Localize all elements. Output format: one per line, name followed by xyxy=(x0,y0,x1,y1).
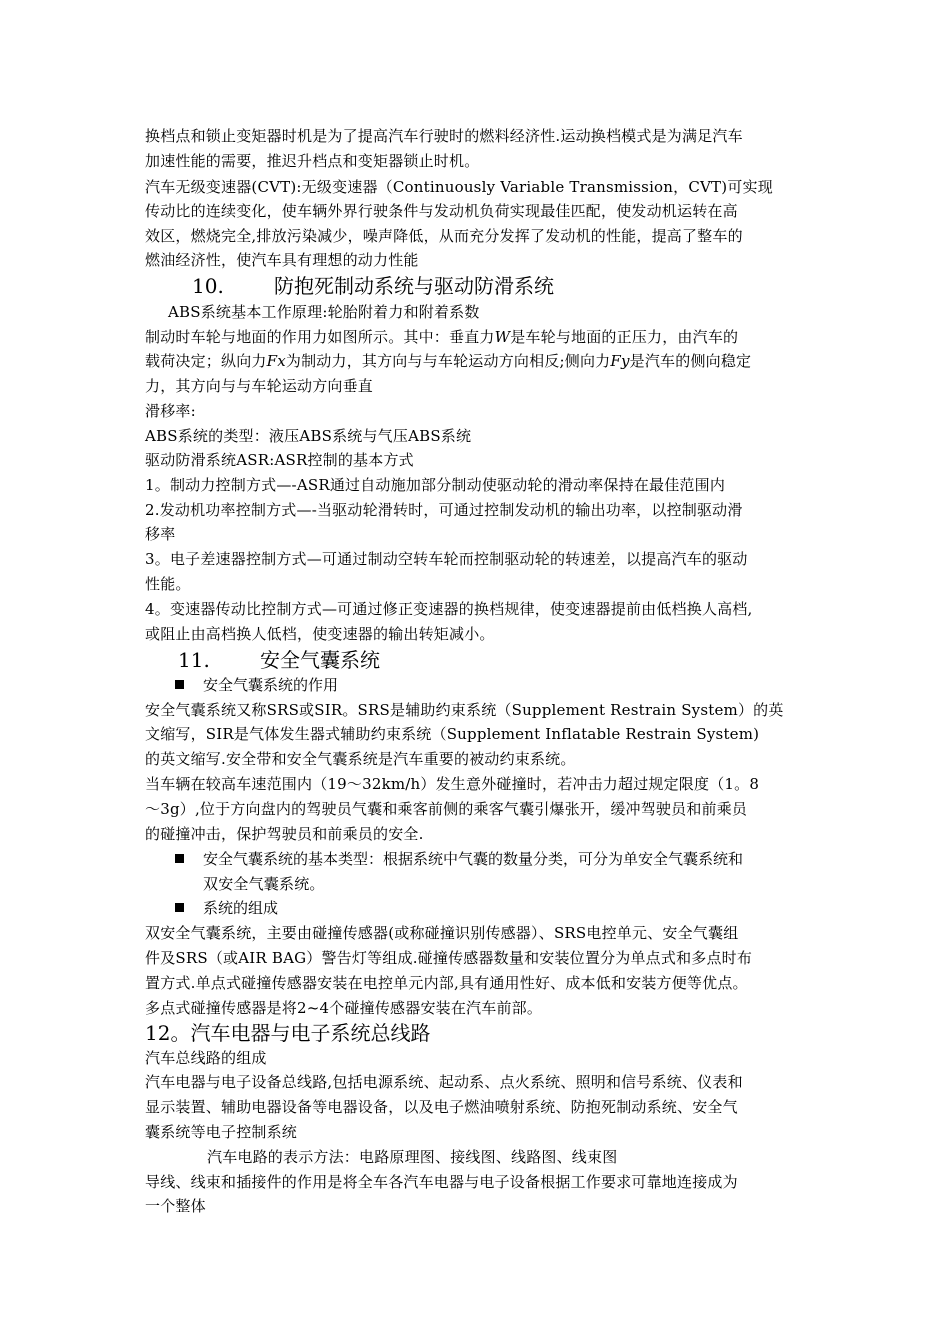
paragraph-line: 3。电子差速器控制方式—可通过制动空转车轮而控制驱动轮的转速差，以提高汽车的驱动 xyxy=(145,550,748,568)
paragraph-line: 当车辆在较高车速范围内（19～32km/h）发生意外碰撞时，若冲击力超过规定限度（1。8 xyxy=(145,775,760,793)
paragraph-line: 安全气囊系统又称SRS或SIR。SRS是辅助约束系统（Supplement Restrain System）的英 xyxy=(145,701,784,719)
paragraph-line: 导线、线束和插接件的作用是将全车各汽车电器与电子设备根据工作要求可靠地连接成为 xyxy=(145,1173,738,1191)
paragraph-line: 的英文缩写.安全带和安全气囊系统是汽车重要的被动约束系统。 xyxy=(145,750,576,768)
paragraph-line: 件及SRS（或AIR BAG）警告灯等组成.碰撞传感器数量和安装位置分为单点式和多点时布 xyxy=(145,949,753,967)
bullet-text: 系统的组成 xyxy=(203,899,279,917)
paragraph-line: 汽车电器与电子设备总线路,包括电源系统、起动系、点火系统、照明和信号系统、仪表和 xyxy=(145,1073,743,1091)
paragraph-line xyxy=(145,327,738,347)
paragraph-line: 汽车无级变速器(CVT):无级变速器（Continuously Variable Transmission，CVT)可实现 xyxy=(145,178,773,196)
paragraph-line: 双安全气囊系统，主要由碰撞传感器(或称碰撞识别传感器）、SRS电控单元、安全气囊组 xyxy=(145,924,739,942)
heading-title: 防抱死制动系统与驱动防滑系统 xyxy=(274,274,554,298)
paragraph-line: 囊系统等电子控制系统 xyxy=(145,1123,298,1141)
bullet-continuation: 双安全气囊系统。 xyxy=(203,875,325,893)
text-run: 制动时车轮与地面的作用力如图所示。其中：垂直力 xyxy=(145,328,495,346)
bullet-text: 安全气囊系统的基本类型：根据系统中气囊的数量分类，可分为单安全气囊系统和 xyxy=(203,850,744,868)
paragraph-line: 移率 xyxy=(145,525,176,543)
paragraph-line: 性能。 xyxy=(145,575,191,593)
bullet-item xyxy=(175,849,743,869)
square-bullet-icon xyxy=(175,854,184,863)
paragraph-line xyxy=(145,351,751,371)
paragraph-line: 力，其方向与与车轮运动方向垂直 xyxy=(145,377,374,395)
square-bullet-icon xyxy=(175,903,184,912)
bullet-item xyxy=(175,675,338,695)
paragraph-line: 汽车电路的表示方法：电路原理图、接线图、线路图、线束图 xyxy=(207,1148,618,1166)
paragraph-line: 燃油经济性，使汽车具有理想的动力性能 xyxy=(145,251,419,269)
paragraph-line: ABS系统的类型：液压ABS系统与气压ABS系统 xyxy=(145,427,472,445)
paragraph-line: 效区，燃烧完全,排放污染减少，噪声降低，从而充分发挥了发动机的性能，提高了整车的 xyxy=(145,227,743,245)
heading-number: 10. xyxy=(192,274,224,298)
paragraph-line: ～3g）,位于方向盘内的驾驶员气囊和乘客前侧的乘客气囊引爆张开，缓冲驾驶员和前乘员 xyxy=(145,800,748,818)
paragraph-line: ABS系统基本工作原理:轮胎附着力和附着系数 xyxy=(168,303,480,321)
text-run: 为制动力，其方向与与车轮运动方向相反;侧向力 xyxy=(285,352,611,370)
paragraph-line: 显示装置、辅助电器设备等电器设备，以及电子燃油喷射系统、防抱死制动系统、安全气 xyxy=(145,1098,738,1116)
paragraph-line: 加速性能的需要，推迟升档点和变矩器锁止时机。 xyxy=(145,152,480,170)
paragraph-line: 一个整体 xyxy=(145,1197,206,1215)
section-heading-11 xyxy=(178,647,380,673)
text-run: 载荷决定；纵向力 xyxy=(145,352,267,370)
paragraph-line: 或阻止由高档换人低档，使变速器的输出转矩减小。 xyxy=(145,625,495,643)
heading-number: 11. xyxy=(178,648,210,672)
math-symbol: W xyxy=(494,328,511,346)
paragraph-line: 1。制动力控制方式—-ASR通过自动施加部分制动使驱动轮的滑动率保持在最佳范围内 xyxy=(145,476,726,494)
square-bullet-icon xyxy=(175,680,184,689)
section-heading-10 xyxy=(192,273,554,299)
math-symbol: Fx xyxy=(266,352,286,370)
paragraph-line: 滑移率: xyxy=(145,402,196,420)
paragraph-line: 置方式.单点式碰撞传感器安装在电控单元内部,具有通用性好、成本低和安装方便等优点。 xyxy=(145,974,748,992)
heading-title: 安全气囊系统 xyxy=(260,648,380,672)
paragraph-line: 的碰撞冲击，保护驾驶员和前乘员的安全. xyxy=(145,825,424,843)
paragraph-line: 多点式碰撞传感器是将2~4个碰撞传感器安装在汽车前部。 xyxy=(145,999,543,1017)
section-heading-12: 12。汽车电器与电子系统总线路 xyxy=(145,1021,431,1045)
paragraph-line: 驱动防滑系统ASR:ASR控制的基本方式 xyxy=(145,451,414,469)
bullet-item xyxy=(175,898,278,918)
text-run: 是车轮与地面的正压力，由汽车的 xyxy=(510,328,739,346)
paragraph-line: 传动比的连续变化，使车辆外界行驶条件与发动机负荷实现最佳匹配，使发动机运转在高 xyxy=(145,202,738,220)
paragraph-line: 文缩写，SIR是气体发生器式辅助约束系统（Supplement Inflatable Restrain System) xyxy=(145,725,760,743)
paragraph-line: 换档点和锁止变矩器时机是为了提高汽车行驶时的燃料经济性.运动换档模式是为满足汽车 xyxy=(145,127,743,145)
paragraph-line: 2.发动机功率控制方式—-当驱动轮滑转时，可通过控制发动机的输出功率，以控制驱动滑 xyxy=(145,501,743,519)
bullet-text: 安全气囊系统的作用 xyxy=(203,676,339,694)
paragraph-line: 汽车总线路的组成 xyxy=(145,1049,267,1067)
paragraph-line: 4。变速器传动比控制方式—可通过修正变速器的换档规律，使变速器提前由低档换人高档, xyxy=(145,600,753,618)
math-symbol: Fy xyxy=(610,352,630,370)
text-run: 是汽车的侧向稳定 xyxy=(629,352,752,370)
